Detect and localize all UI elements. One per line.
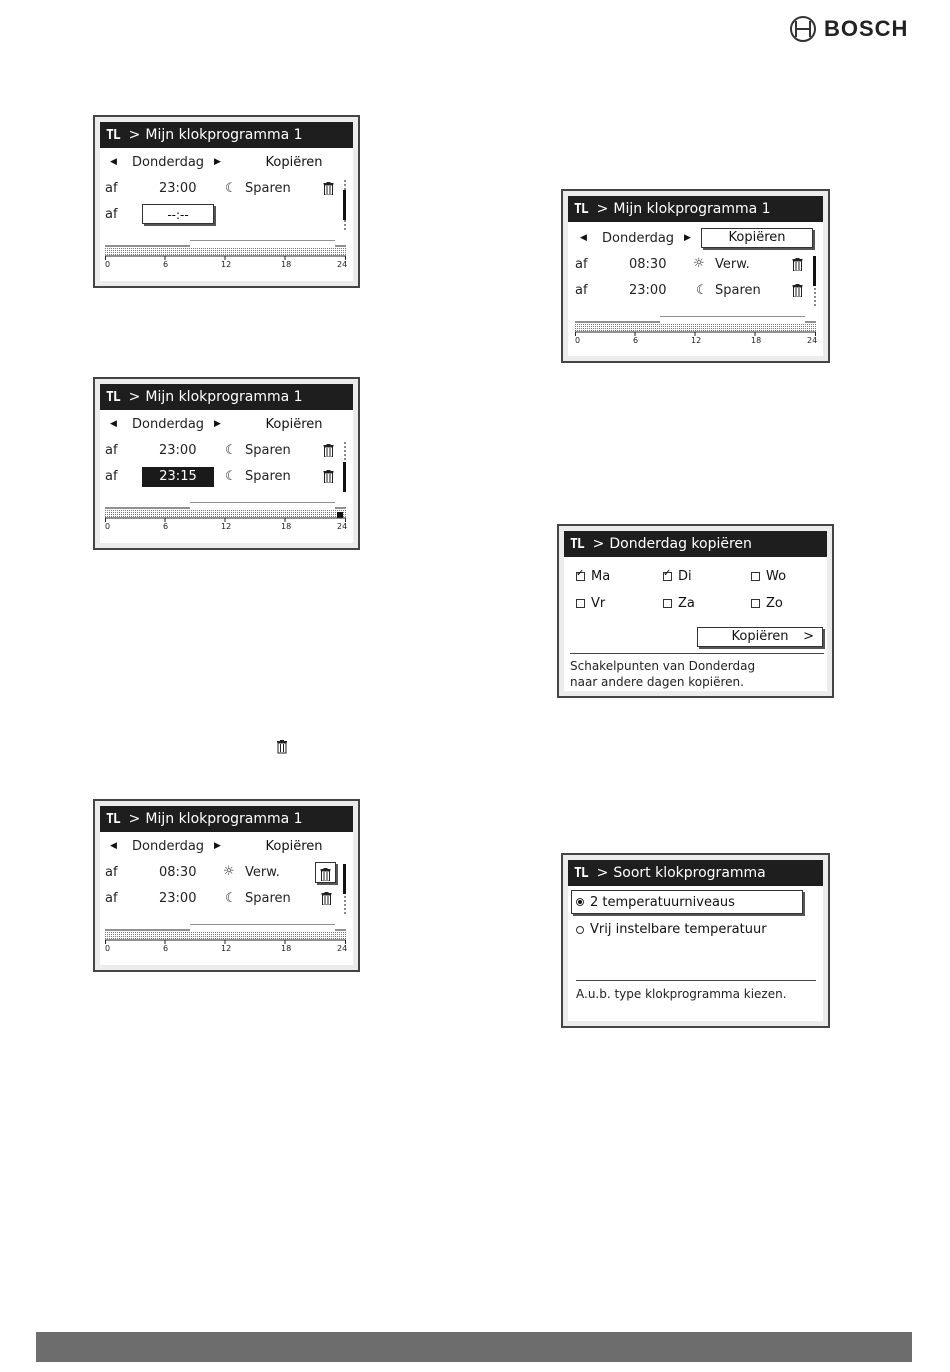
timeline-tick: 0 bbox=[105, 944, 111, 953]
checkbox-za[interactable] bbox=[663, 596, 695, 611]
row-level[interactable]: Sparen bbox=[245, 891, 291, 906]
timeline-tick: 12 bbox=[221, 944, 232, 953]
next-day-icon[interactable]: ▶ bbox=[684, 233, 691, 243]
trash-icon[interactable] bbox=[791, 284, 804, 297]
help-text-line: naar andere dagen kopiëren. bbox=[570, 675, 744, 689]
prev-day-icon[interactable]: ◀ bbox=[110, 157, 117, 167]
screen-clock-program-empty-switchpoint bbox=[93, 115, 360, 288]
timeline-tick: 12 bbox=[221, 260, 232, 269]
time-input-empty[interactable]: --:-- bbox=[142, 204, 214, 224]
checkbox-vr[interactable] bbox=[576, 596, 605, 611]
row-mode: af bbox=[105, 207, 118, 222]
trash-icon bbox=[276, 740, 288, 754]
timeline-tick: 24 bbox=[807, 336, 818, 345]
checkbox-box bbox=[663, 572, 672, 581]
next-day-icon[interactable]: ▶ bbox=[214, 419, 221, 429]
row-level[interactable]: Verw. bbox=[245, 865, 280, 880]
screen-title: Mijn klokprogramma 1 bbox=[613, 201, 771, 217]
timeline-tick: 18 bbox=[281, 944, 292, 953]
timeline-tick: 18 bbox=[281, 522, 292, 531]
heating-circuit-icon: TL bbox=[106, 811, 120, 827]
heating-circuit-icon: TL bbox=[106, 127, 120, 143]
divider bbox=[570, 653, 824, 654]
row-level[interactable]: Sparen bbox=[245, 181, 291, 196]
radio-button bbox=[576, 898, 584, 906]
timeline-tick: 0 bbox=[105, 260, 111, 269]
sun-icon: ☼ bbox=[223, 864, 235, 879]
timeline-tick: 0 bbox=[105, 522, 111, 531]
timeline-tick: 18 bbox=[281, 260, 292, 269]
breadcrumb-separator: > bbox=[592, 536, 605, 552]
day-label: Donderdag bbox=[602, 231, 675, 246]
option-2-temperature-levels[interactable] bbox=[571, 890, 803, 914]
row-mode: af bbox=[575, 257, 588, 272]
chevron-right-icon: > bbox=[803, 629, 814, 644]
breadcrumb-separator: > bbox=[596, 201, 609, 217]
row-time[interactable]: 08:30 bbox=[629, 257, 667, 272]
checkbox-box bbox=[576, 599, 585, 608]
day-timeline bbox=[575, 316, 820, 338]
copy-confirm-button[interactable] bbox=[697, 627, 823, 647]
divider bbox=[576, 980, 816, 981]
day-timeline bbox=[105, 240, 350, 262]
checkbox-label: Ma bbox=[591, 569, 611, 584]
timeline-tick: 6 bbox=[163, 522, 169, 531]
checkbox-box bbox=[751, 599, 760, 608]
timeline-tick: 24 bbox=[337, 260, 348, 269]
row-time[interactable]: 23:00 bbox=[159, 891, 197, 906]
breadcrumb-separator: > bbox=[128, 811, 141, 827]
footer-bar bbox=[36, 1332, 912, 1362]
heating-circuit-icon: TL bbox=[570, 536, 584, 552]
scrollbar-thumb[interactable] bbox=[343, 190, 346, 220]
scrollbar-thumb[interactable] bbox=[813, 256, 816, 286]
row-time[interactable]: 23:00 bbox=[159, 181, 197, 196]
screen-titlebar bbox=[564, 531, 827, 557]
row-level[interactable]: Verw. bbox=[715, 257, 750, 272]
heating-circuit-icon: TL bbox=[106, 389, 120, 405]
checkbox-di[interactable] bbox=[663, 569, 692, 584]
row-level[interactable]: Sparen bbox=[245, 443, 291, 458]
row-mode: af bbox=[105, 469, 118, 484]
checkbox-label: Vr bbox=[591, 596, 606, 611]
checkbox-wo[interactable] bbox=[751, 569, 786, 584]
option-label: 2 temperatuurniveaus bbox=[590, 894, 735, 910]
screen-title: Mijn klokprogramma 1 bbox=[145, 811, 303, 827]
screen-title: Donderdag kopiëren bbox=[609, 536, 752, 552]
moon-icon: ☾ bbox=[696, 283, 708, 298]
trash-icon[interactable] bbox=[322, 444, 335, 457]
screen-title: Mijn klokprogramma 1 bbox=[145, 389, 303, 405]
scrollbar-thumb[interactable] bbox=[343, 864, 346, 894]
row-mode: af bbox=[105, 181, 118, 196]
moon-icon: ☾ bbox=[225, 891, 237, 906]
timeline-tick: 6 bbox=[633, 336, 639, 345]
moon-icon: ☾ bbox=[225, 469, 237, 484]
copy-button[interactable]: Kopiëren bbox=[265, 155, 323, 170]
timeline-tick: 12 bbox=[691, 336, 702, 345]
row-mode: af bbox=[105, 865, 118, 880]
option-free-temperature[interactable] bbox=[576, 922, 767, 937]
time-input-selected[interactable]: 23:15 bbox=[142, 467, 214, 487]
row-mode: af bbox=[575, 283, 588, 298]
next-day-icon[interactable]: ▶ bbox=[214, 157, 221, 167]
row-level[interactable]: Sparen bbox=[715, 283, 761, 298]
help-text-line: Schakelpunten van Donderdag bbox=[570, 659, 756, 673]
screen-clock-program-delete-focus bbox=[93, 799, 360, 972]
row-mode: af bbox=[105, 891, 118, 906]
prev-day-icon[interactable]: ◀ bbox=[110, 841, 117, 851]
option-label: Vrij instelbare temperatuur bbox=[590, 922, 767, 937]
checkbox-label: Wo bbox=[766, 569, 787, 584]
day-label: Donderdag bbox=[132, 839, 205, 854]
checkbox-label: Di bbox=[678, 569, 692, 584]
sun-icon: ☼ bbox=[693, 256, 705, 271]
help-text: A.u.b. type klokprogramma kiezen. bbox=[576, 987, 787, 1001]
bosch-logo-icon bbox=[790, 16, 816, 42]
moon-icon: ☾ bbox=[225, 443, 237, 458]
checkbox-box bbox=[576, 572, 585, 581]
checkbox-box bbox=[751, 572, 760, 581]
checkbox-label: Za bbox=[678, 596, 695, 611]
breadcrumb-separator: > bbox=[128, 127, 141, 143]
screen-clock-program-time-selected bbox=[93, 377, 360, 550]
delete-button[interactable] bbox=[315, 862, 336, 883]
copy-button[interactable]: Kopiëren bbox=[265, 417, 323, 432]
screen-titlebar bbox=[568, 196, 823, 222]
timeline-tick: 24 bbox=[337, 944, 348, 953]
copy-confirm-label: Kopiëren bbox=[731, 629, 789, 644]
screen-titlebar bbox=[568, 860, 823, 886]
screen-title: Mijn klokprogramma 1 bbox=[145, 127, 303, 143]
timeline-tick: 6 bbox=[163, 260, 169, 269]
screen-titlebar bbox=[100, 384, 353, 410]
trash-icon[interactable] bbox=[322, 182, 335, 195]
row-time[interactable]: 23:00 bbox=[629, 283, 667, 298]
prev-day-icon[interactable]: ◀ bbox=[580, 233, 587, 243]
day-timeline bbox=[105, 924, 350, 946]
screen-titlebar bbox=[100, 122, 353, 148]
day-timeline bbox=[105, 502, 350, 524]
timeline-tick: 18 bbox=[751, 336, 762, 345]
copy-button[interactable]: Kopiëren bbox=[265, 839, 323, 854]
day-label: Donderdag bbox=[132, 155, 205, 170]
breadcrumb-separator: > bbox=[596, 865, 609, 881]
next-day-icon[interactable]: ▶ bbox=[214, 841, 221, 851]
prev-day-icon[interactable]: ◀ bbox=[110, 419, 117, 429]
copy-button[interactable]: Kopiëren bbox=[701, 228, 813, 248]
trash-icon[interactable] bbox=[322, 470, 335, 483]
checkbox-zo[interactable] bbox=[751, 596, 783, 611]
checkbox-ma[interactable] bbox=[576, 569, 610, 584]
trash-icon[interactable] bbox=[791, 258, 804, 271]
row-mode: af bbox=[105, 443, 118, 458]
scrollbar-thumb[interactable] bbox=[343, 462, 346, 492]
heating-circuit-icon: TL bbox=[574, 865, 588, 881]
row-time[interactable]: 23:00 bbox=[159, 443, 197, 458]
timeline-tick: 0 bbox=[575, 336, 581, 345]
row-time[interactable]: 08:30 bbox=[159, 865, 197, 880]
screen-copy-day bbox=[557, 524, 834, 698]
screen-program-type bbox=[561, 853, 830, 1028]
checkbox-label: Zo bbox=[766, 596, 783, 611]
trash-icon[interactable] bbox=[320, 892, 333, 905]
help-text bbox=[570, 658, 755, 690]
screen-title: Soort klokprogramma bbox=[613, 865, 766, 881]
bosch-logo bbox=[790, 16, 908, 42]
timeline-tick: 6 bbox=[163, 944, 169, 953]
timeline-tick: 12 bbox=[221, 522, 232, 531]
brand-name: BOSCH bbox=[824, 16, 909, 41]
timeline-tick: 24 bbox=[337, 522, 348, 531]
row-level[interactable]: Sparen bbox=[245, 469, 291, 484]
screen-clock-program-copy-focus bbox=[561, 189, 830, 363]
moon-icon: ☾ bbox=[225, 181, 237, 196]
breadcrumb-separator: > bbox=[128, 389, 141, 405]
trash-icon bbox=[319, 868, 332, 881]
screen-titlebar bbox=[100, 806, 353, 832]
heating-circuit-icon: TL bbox=[574, 201, 588, 217]
checkbox-box bbox=[663, 599, 672, 608]
day-label: Donderdag bbox=[132, 417, 205, 432]
radio-button bbox=[576, 926, 584, 934]
